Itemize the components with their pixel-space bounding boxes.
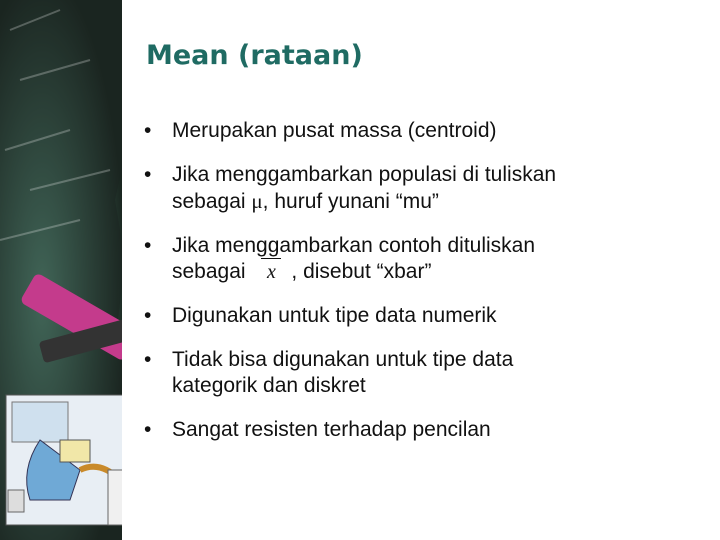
bullet-text: , disebut “xbar” bbox=[291, 260, 432, 283]
xbar-symbol: x bbox=[251, 259, 291, 285]
bullet-dot: • bbox=[144, 119, 152, 142]
bullet-dot: • bbox=[144, 418, 152, 441]
bullet-text: kategorik dan diskret bbox=[172, 374, 366, 397]
bullet-item bbox=[142, 347, 702, 399]
bullet-dot: • bbox=[144, 234, 152, 257]
slide-title: Mean (rataan) bbox=[146, 40, 363, 71]
bullet-list bbox=[142, 118, 702, 461]
bullet-item bbox=[142, 118, 702, 144]
bullet-dot: • bbox=[144, 304, 152, 327]
bullet-dot: • bbox=[144, 163, 152, 186]
bullet-text: Digunakan untuk tipe data numerik bbox=[172, 304, 497, 327]
bullet-text: , huruf yunani “mu” bbox=[262, 190, 439, 213]
chalkboard-illustration bbox=[0, 0, 140, 540]
bullet-item bbox=[142, 233, 702, 285]
bullet-item bbox=[142, 417, 702, 443]
bullet-text: Jika menggambarkan populasi di tuliskan bbox=[172, 163, 557, 186]
bullet-item bbox=[142, 162, 702, 215]
bullet-item bbox=[142, 303, 702, 329]
bullet-text: sebagai bbox=[172, 260, 252, 283]
mu-symbol: μ bbox=[251, 189, 263, 213]
bullet-text: Merupakan pusat massa (centroid) bbox=[172, 119, 497, 142]
chalkboard-decoration bbox=[0, 0, 140, 540]
bullet-dot: • bbox=[144, 348, 152, 371]
bullet-text: Tidak bisa digunakan untuk tipe data bbox=[172, 348, 514, 371]
bullet-text: Jika menggambarkan contoh dituliskan bbox=[172, 234, 536, 257]
bullet-text: Sangat resisten terhadap pencilan bbox=[172, 418, 491, 441]
bullet-text: sebagai bbox=[172, 190, 252, 213]
